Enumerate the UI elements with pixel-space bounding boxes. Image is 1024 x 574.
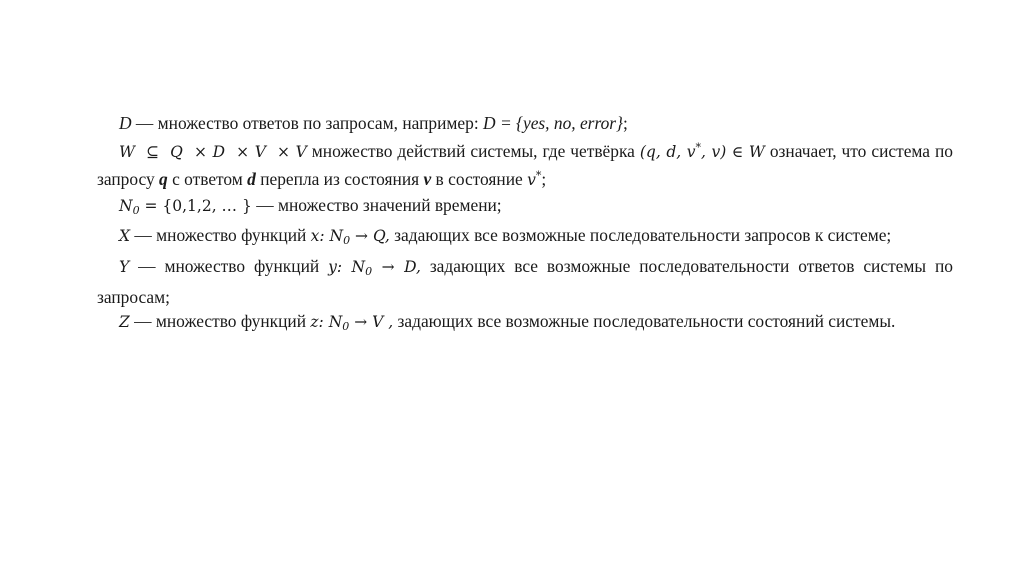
symbol-X: X xyxy=(119,227,131,246)
function-z-start: z: N xyxy=(310,313,343,332)
function-y xyxy=(328,258,421,276)
N0-set: = {0,1,2, … } xyxy=(139,196,252,215)
definition-W-text1: множество действий системы, где четвёрка xyxy=(306,140,640,161)
definition-N0 xyxy=(97,193,953,224)
tuple-start: (q, d, v xyxy=(639,142,696,161)
definition-W xyxy=(97,136,953,193)
function-z-end: → V , xyxy=(349,313,394,332)
symbol-Z: Z xyxy=(119,313,130,332)
tuple-star: * xyxy=(695,140,702,154)
function-y-end: → D, xyxy=(372,257,421,276)
definition-X xyxy=(97,223,953,254)
definition-X-text2: задающих все возможные последовательности запросов к системе; xyxy=(389,225,892,246)
definition-Z-text2: задающих все возможные последовательности состояний системы. xyxy=(393,311,896,332)
example-set: D = {yes, no, error} xyxy=(483,113,623,133)
symbol-v: v xyxy=(423,169,432,190)
symbol-d: d xyxy=(247,169,256,190)
symbol-vstar xyxy=(527,171,541,189)
definition-D xyxy=(97,111,953,136)
vstar-base: v xyxy=(527,171,536,190)
definition-W-text5: в состояние xyxy=(431,169,528,190)
definition-W-end: ; xyxy=(541,169,547,190)
definition-Y-text1: — множество функций xyxy=(129,255,329,276)
definitions-text xyxy=(97,111,953,340)
symbol-N0 xyxy=(119,197,140,215)
definition-Y xyxy=(97,254,953,309)
definition-Y-text2: задающих все возможные последовательности ответов системы по запросам; xyxy=(97,255,954,307)
definition-W-text3: с ответом xyxy=(167,169,248,190)
definition-Z-text1: — множество функций xyxy=(129,311,311,332)
definition-W-text4: перепла из состояния xyxy=(255,169,424,190)
function-x-start: x: N xyxy=(310,227,344,246)
definition-Z xyxy=(97,309,953,340)
function-x-sub: 0 xyxy=(343,234,351,248)
symbol-q: q xyxy=(159,169,168,190)
vstar-sup: * xyxy=(535,169,542,183)
function-z-sub: 0 xyxy=(342,320,350,334)
function-x xyxy=(310,227,390,248)
N-sub: 0 xyxy=(132,203,140,217)
definition-N0-text: — множество значений времени; xyxy=(251,194,502,215)
definition-X-text1: — множество функций xyxy=(130,225,311,246)
symbol-Y: Y xyxy=(119,257,130,276)
definition-W-text2: означает, что система по запросу xyxy=(97,140,954,190)
function-x-end: → Q, xyxy=(350,227,390,246)
function-y-start: y: N xyxy=(328,257,366,276)
definition-D-end: ; xyxy=(623,113,628,133)
N-base: N xyxy=(119,196,133,215)
tuple-formula xyxy=(639,140,765,161)
definition-D-text: — множество ответов по запросам, например: xyxy=(131,113,484,133)
function-y-sub: 0 xyxy=(365,264,373,278)
formula-W: W ⊆ Q × D × V × V xyxy=(119,142,307,161)
symbol-D: D xyxy=(119,113,132,133)
tuple-end: , v) ∈ W xyxy=(701,142,765,161)
function-z xyxy=(310,313,394,334)
